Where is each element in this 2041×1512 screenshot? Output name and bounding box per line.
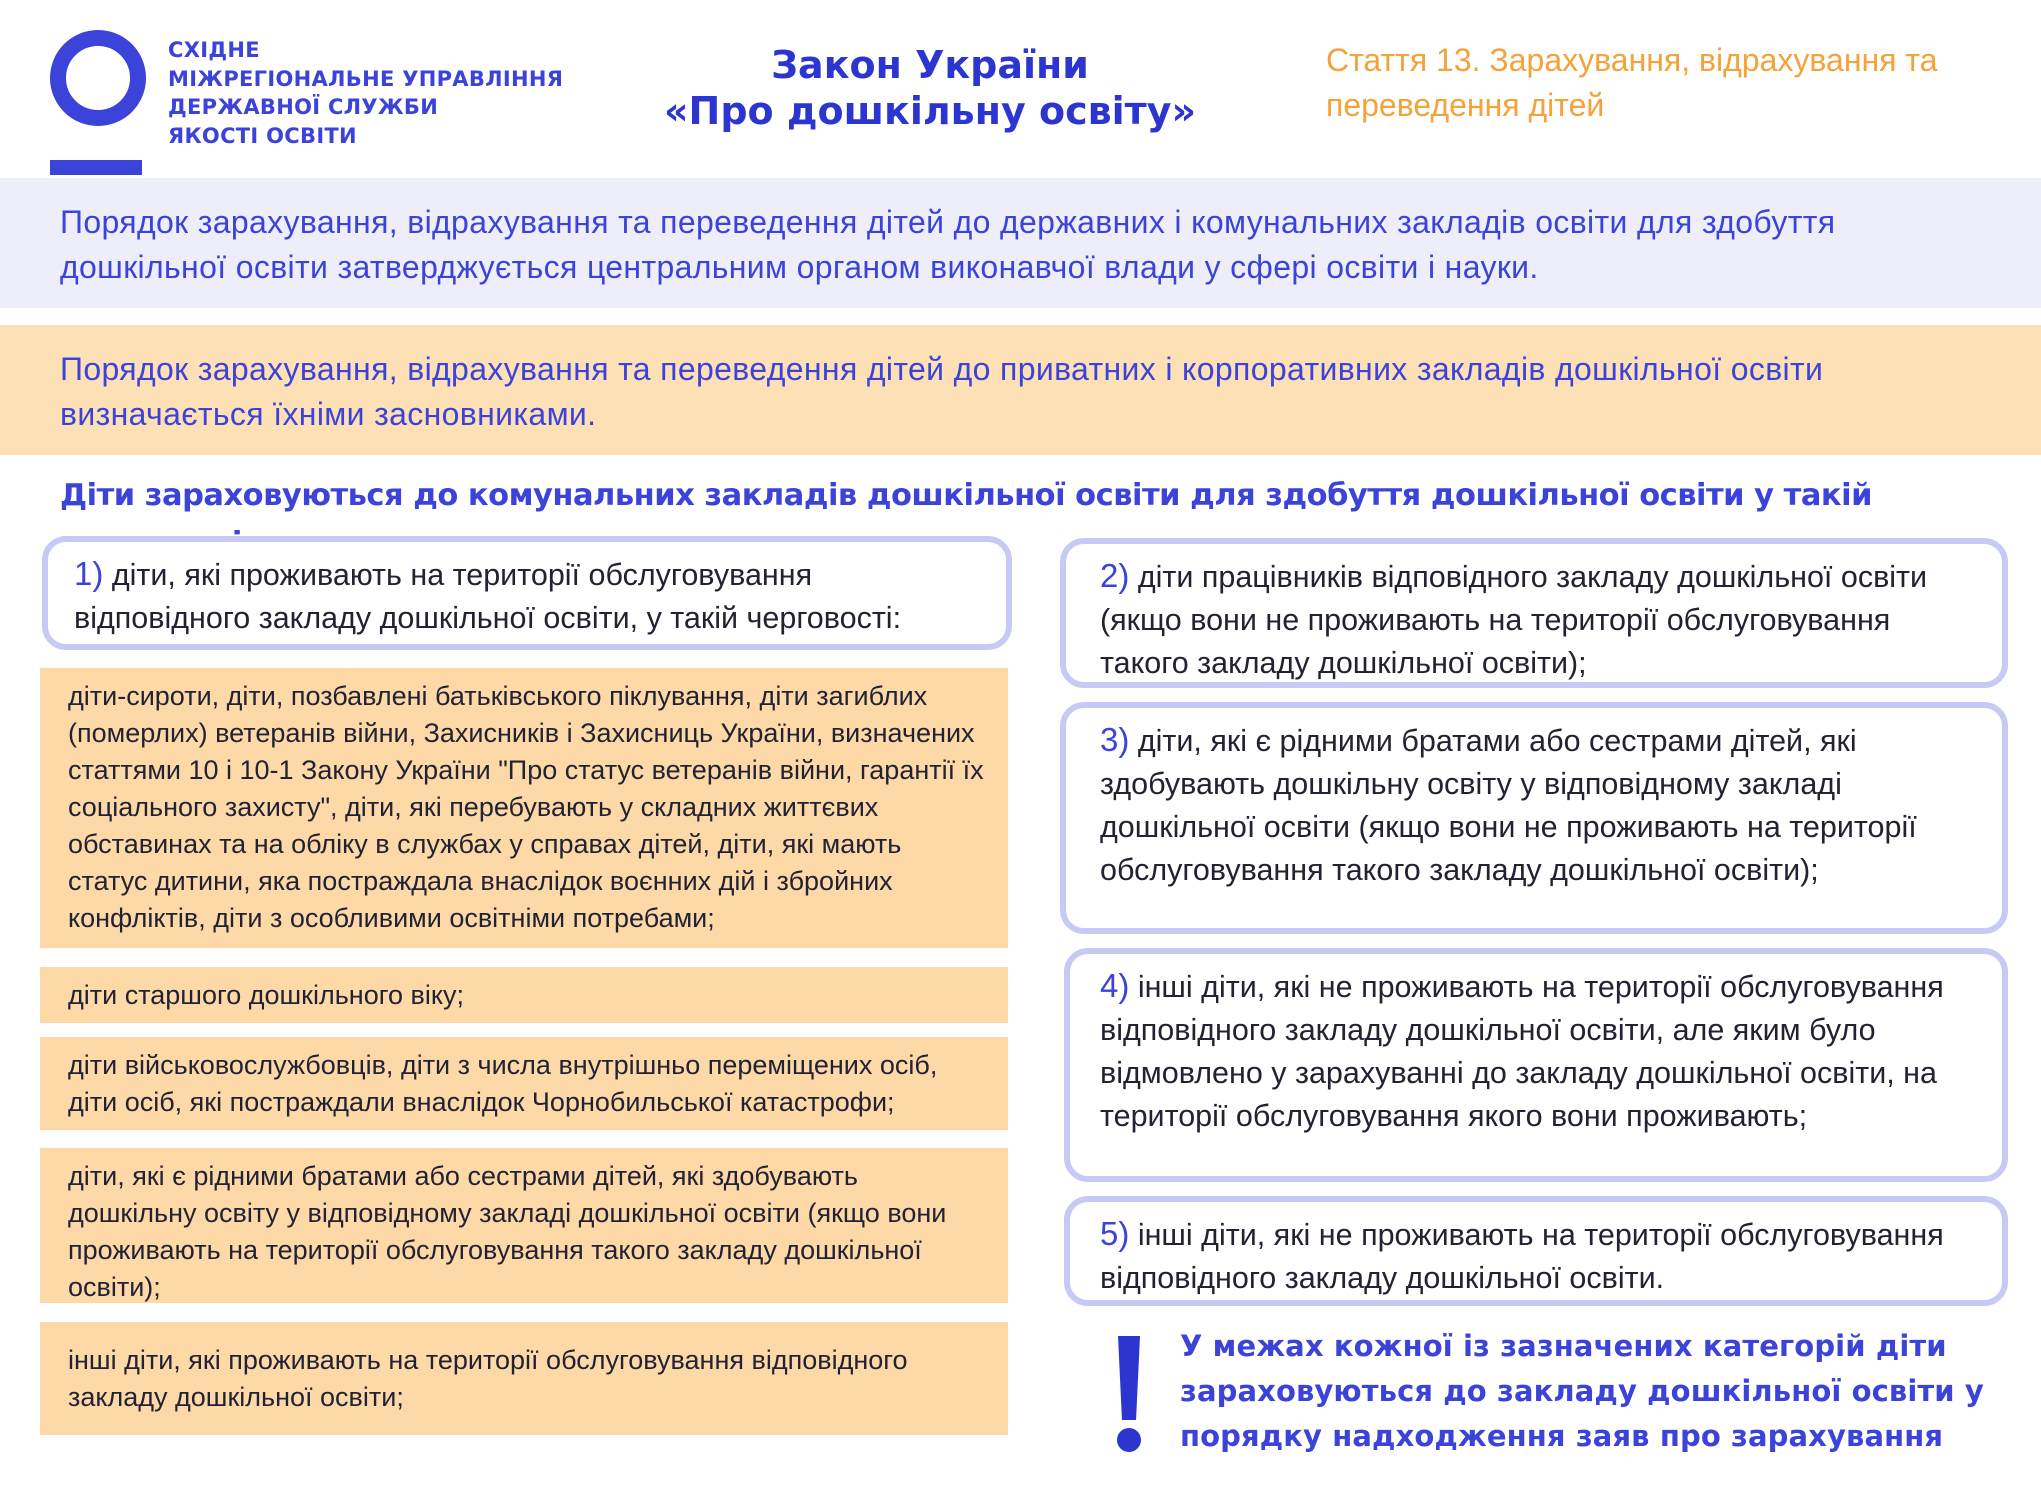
priority-text: діти, які є рідними братами або сестрами дітей, які здобувають дошкільну освіту у відповідному закладі дошкільної освіти (якщо вони не проживають на території обслуговування такого закладу дошкільної освіти); bbox=[1100, 724, 1917, 887]
exclamation-icon bbox=[1112, 1336, 1148, 1454]
subpriority-item: інші діти, які проживають на території обслуговування відповідного закладу дошкільної освіти; bbox=[40, 1322, 1008, 1435]
agency-logo bbox=[48, 28, 144, 158]
subpriority-item: діти військовослужбовців, діти з числа внутрішньо переміщених осіб, діти осіб, які постраждали внаслідок Чорнобильської катастрофи; bbox=[40, 1037, 1008, 1130]
private-corporate-band bbox=[0, 325, 2041, 455]
state-communal-text: Порядок зарахування, відрахування та переведення дітей до державних і комунальних закладів освіти для здобуття дошкільної освіти затверджується центральним органом виконавчої влади у сфері освіти і науки. bbox=[60, 204, 1836, 285]
priority-text: інші діти, які не проживають на території обслуговування відповідного закладу дошкільної освіти, але яким було відмовлено у зарахуванні до закладу дошкільної освіти, на території обслуговування якого вони проживають; bbox=[1100, 970, 1944, 1133]
private-corporate-text: Порядок зарахування, відрахування та переведення дітей до приватних і корпоративних закладів дошкільної освіти визначається їхніми засновниками. bbox=[60, 351, 1824, 432]
logo-bar-icon bbox=[50, 160, 142, 175]
enrollment-note: У межах кожної із зазначених категорій діти зараховуються до закладу дошкільної освіти у порядку надходження заяв про зарахування bbox=[1180, 1329, 1984, 1453]
priority-number: 2) bbox=[1100, 557, 1130, 594]
org-line: МІЖРЕГІОНАЛЬНЕ УПРАВЛІННЯ bbox=[168, 66, 564, 91]
priority-item-3 bbox=[1060, 702, 2008, 934]
law-title-line: «Про дошкільну освіту» bbox=[663, 89, 1197, 133]
org-line: ДЕРЖАВНОЇ СЛУЖБИ bbox=[168, 95, 439, 119]
priority-number: 5) bbox=[1100, 1215, 1130, 1252]
priority-number: 1) bbox=[74, 555, 104, 592]
priority-item-1 bbox=[42, 536, 1012, 650]
order-heading: Діти зараховуються до комунальних закладів дошкільної освіти для здобуття дошкільної освіти у такій bbox=[60, 478, 1872, 513]
priority-item-5 bbox=[1064, 1196, 2008, 1306]
subpriority-item: діти-сироти, діти, позбавлені батьківського піклування, діти загиблих (померлих) ветеранів війни, Захисників і Захисниць України, визначених статтями 10 і 10-1 Закону України "Про статус ветеранів війни, гарантії їх соціального захисту", діти, які перебувають у складних життєвих обставинах та на обліку в службах у справах дітей, діти, які мають статус дитини, яка постраждала внаслідок воєнних дій і збройних конфліктів, діти з особливими освітніми потребами; bbox=[40, 668, 1008, 948]
org-line: СХІДНЕ bbox=[168, 38, 260, 62]
priority-text: діти, які проживають на території обслуговування відповідного закладу дошкільної освіти, у такій черговості: bbox=[74, 558, 902, 635]
priority-item-2 bbox=[1060, 538, 2008, 688]
priority-item-4 bbox=[1064, 948, 2008, 1182]
priority-text: діти працівників відповідного закладу дошкільної освіти (якщо вони не проживають на території обслуговування такого закладу дошкільної освіти); bbox=[1100, 560, 1928, 680]
priority-number: 4) bbox=[1100, 967, 1130, 1004]
priority-number: 3) bbox=[1100, 721, 1130, 758]
article-title: Стаття 13. Зарахування, відрахування та переведення дітей bbox=[1326, 42, 1938, 123]
logo-ring-icon bbox=[50, 30, 146, 126]
state-communal-band bbox=[0, 178, 2041, 308]
law-title-line: Закон України bbox=[771, 43, 1089, 87]
org-line: ЯКОСТІ ОСВІТИ bbox=[168, 123, 357, 148]
organization-name bbox=[168, 36, 588, 150]
subpriority-item: діти старшого дошкільного віку; bbox=[40, 967, 1008, 1023]
law-title bbox=[640, 42, 1220, 134]
subpriority-item: діти, які є рідними братами або сестрами дітей, які здобувають дошкільну освіту у відповідному закладі дошкільної освіти (якщо вони проживають на території обслуговування такого закладу дошкільної освіти); bbox=[40, 1148, 1008, 1303]
priority-text: інші діти, які не проживають на території обслуговування відповідного закладу дошкільної освіти. bbox=[1100, 1218, 1944, 1295]
